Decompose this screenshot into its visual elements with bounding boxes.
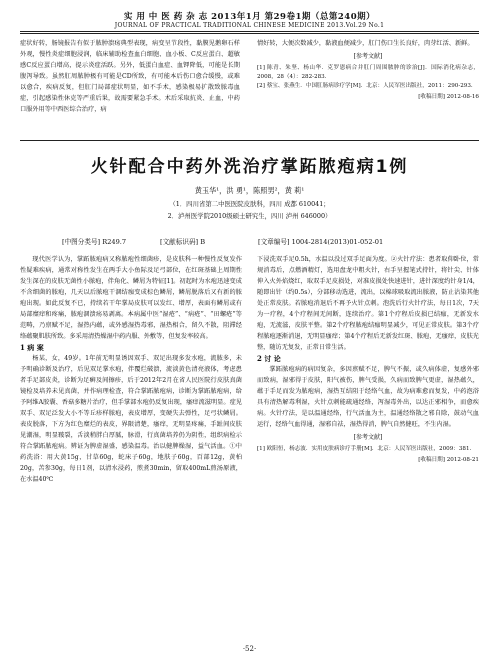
reference-item: [1] 欧阳恒，杨志波．实用皮肤病诊疗手册[M]．北京：人民军医出版社，2009：381. [257,446,472,452]
reference-heading: [参考文献] [353,53,383,60]
article-id [258,236,383,246]
affiliation-2: 2．泸州医学院2010级硕士研究生，四川 泸州 646000） [167,212,332,220]
header-rule-thin [20,33,479,34]
treatment-paragraph: 下浸洗双手足0.5h，水温以没过双手足面为度。②火针疗法：患者取仰卧位，常规消毒后，点燃酒精灯，选用盘龙中粗火针，右手呈握笔式持针，将针尖、针体伸入火外焰烧红，取双手足皮损处，对准皮损处快速进针，进针深度约针身1/4，随即出针（约0.5s），分部移动选进，流出，以棉球吸取流出脓液，防止沾染其他处正常皮肤。若脓疱消退后不再予火针点刺。泡洗后行火针疗法，每日1次，7天为一疗程，4个疗程间无间断，连续治疗。第1个疗程后皮损已结痂，无新发水疱，无流滋，皮肤平整。第2个疗程脓疱结痂明显减少，可见正常皮肤。第3个疗程脓疱逐渐消退，无明显瘙痒；第4个疗程后无新发红斑、脓疱，无瘙痒，皮肤光整，随访无复发，正常日常生活。 [257,256,479,351]
prev-article-right [257,38,479,103]
article-title: 火针配合中药外洗治疗掌跖脓疱病1例 [90,157,409,177]
case-paragraph: 杨某，女，49岁。1年前无明显诱因双手、双足出现多发水疱，流脓多，未予明确诊断及治疗，后见双足掌水疱，伴覆烂破溃，流淡黄色清亮液体，考虑患者手足部皮炎，诊断为足癣及间擦疹，后于2012年2月在省人民医院行皮肤真菌镜检及培养未见真菌，并作病理检查，符合掌跖脓疱病，诊断为掌跖脓疱病，给予阿维A胶囊、香菇多糖片治疗，但手掌部水疱仍反复出现，瘙痒流滋明显。症见双手、双足泛发大小不等丘疹样脓疱，表皮增厚，变硬失去弹性，足弓状鳞屑。表皮脱落，下方为红色糜烂的表皮，界限清楚，瘙痒，无明显疼痛，手趾间皮肤见潮湿，明显皲裂，舌淡稍胖白厚腻，脉滑，行真菌培养仍为阴性，组织病检示符合掌跖脓疱病。辨证为脾虚湿盛，感染温毒。治以健脾燥湿，益气活血。①中药洗浴：用大黄15g，甘草60g，蛇床子60g，地肤子60g，百部12g，黄柏20g，苦参30g，每日1剂，以清水浸药，煎煮30min，留取400mL煎汤原液，在水温40℃ [20,355,242,483]
header-rule [20,31,479,32]
prev-article-conclusion: 情好转，大便次数减少，黏液血便减少，肛门伤口生长良好，肉芽红活、新鲜。 [257,40,474,47]
article-authors: 黄玉华¹，洪 勇¹，陈照男²，黄 莉¹ [194,186,305,195]
id-label: [文章编号] [258,238,290,246]
intro-paragraph: 现代医学认为，掌跖脓疱病又称脓疱性细菌疹，是皮肤科一种慢性反复发作性疑难疾病，通常对称性发生在两手大小鱼际及足弓部位，在红斑基础上周期性发生深在的皮肤无菌性小脓疱，伴角化、鳞屑为特征[1]。初起时为水疱迅速变成不含细菌的脓疱，几天以后脓疱干涸结痂变成棕色鳞屑，鳞屑脱落后又有新的脓疱出现。如此反复不已，持续若干年掌局皮肤可以发红、增厚，表面有鳞屑或有局部糜痒和疼痛，脓疱涸溃疡易剥离。本病属中医“湿疮”、“病疮”、“田螺疮”等范畴，乃禀赋不足，湿热内蕴，或外感湿热毒邪，湿热相合，留久不散，阻滞经络蕴聚肌肤所致。多采用清热燥湿中药内服、外敷等，但复发率较高。 [20,256,242,340]
received-date: [收稿日期] 2012-08-16 [418,94,479,100]
received-date: [收稿日期] 2012-08-21 [418,457,479,463]
journal-header: 实 用 中 医 药 杂 志 2013年1月 第29卷1期（总第240期） [123,12,376,22]
clc-number [62,236,126,246]
doc-label: [文献标识码] [160,238,199,246]
reference-item: [1] 陈青、朱坚、杨山华．克罗恩病合并肛门周围脓肿的诊治[J]．国际消化病杂志，2008，28（4）：282-283. [257,65,479,80]
prev-article-text: 症状好转，肠镜报告有似于脓肿溃疡典型表现，病变呈节段性，黏膜见鹅卵石样外观，慢性炎症细胞浸润，临床辅助检查血白细胞、血小板、C反应蛋白、超敏感C反应蛋白增高，提示炎症活跃。另外，低蛋白血症、血钾降低，可能是长期腹泻导致。虽然肛周脓肿极有可能是CD所致，有可能本后伤口愈合缓慢，或难以愈合，疾病反复，但肛门局部症状明显，如不手术，感染极易扩散致脓毒血症，引起感染性休克等严重后果，故需要紧急手术。术后采取抗炎、止血，中药口服外用等中西医综合治疗，病 [20,40,240,113]
reference-item: [2] 蔡宝、张燕生．中国肛肠病诊疗学[M]．北京：人民军医出版社，2011：290-293. [257,83,473,89]
doc-value: B [200,238,206,246]
journal-header-en: JOURNAL OF PRACTICAL TRADITIONAL CHINESE MEDICINE 2013.Vol.29 No.1 [114,22,385,29]
id-value: 1004-2814(2013)01-052-01 [291,238,384,246]
reference-heading: [参考文献] [353,434,383,441]
prev-article-left [20,38,240,115]
discussion-heading: 2 讨 论 [257,354,281,363]
section-divider [20,140,479,141]
document-code [160,236,205,246]
affiliation-1: （1．四川省第二中医医院皮肤科，四川 成都 610041； [169,200,330,208]
clc-value: R249.7 [102,238,127,246]
page-number: ·52· [242,645,257,653]
body-right-column [257,254,479,466]
clc-label: [中图分类号] [62,238,101,246]
discussion-paragraph: 掌跖脓疱病的病因复杂，多因禀赋不足，脾气不振，或久病体虚，复感外邪而致病，湿邪得于皮肤，阳气被伤，脾气受损，久病而致脾气更虚，湿热蕴久，蕴于手足而发为脓疱病，湿热互结阻于经络气血，故为病难愈而复发，中药泡浴具有清热解毒利湿，火针点刺能疏通经络，泻湿毒外出，以达正邪相争，而愈疾病。火针疗法，是以温通经络，行气活血为主，温通经络散之邪自除，鼓动气血运行，经络气血得通，湿邪自祛，湿热得消，脾气自然健旺，不生内湿。 [257,366,479,428]
body-left-column [20,254,242,485]
case-heading: 1 病 案 [20,343,44,352]
